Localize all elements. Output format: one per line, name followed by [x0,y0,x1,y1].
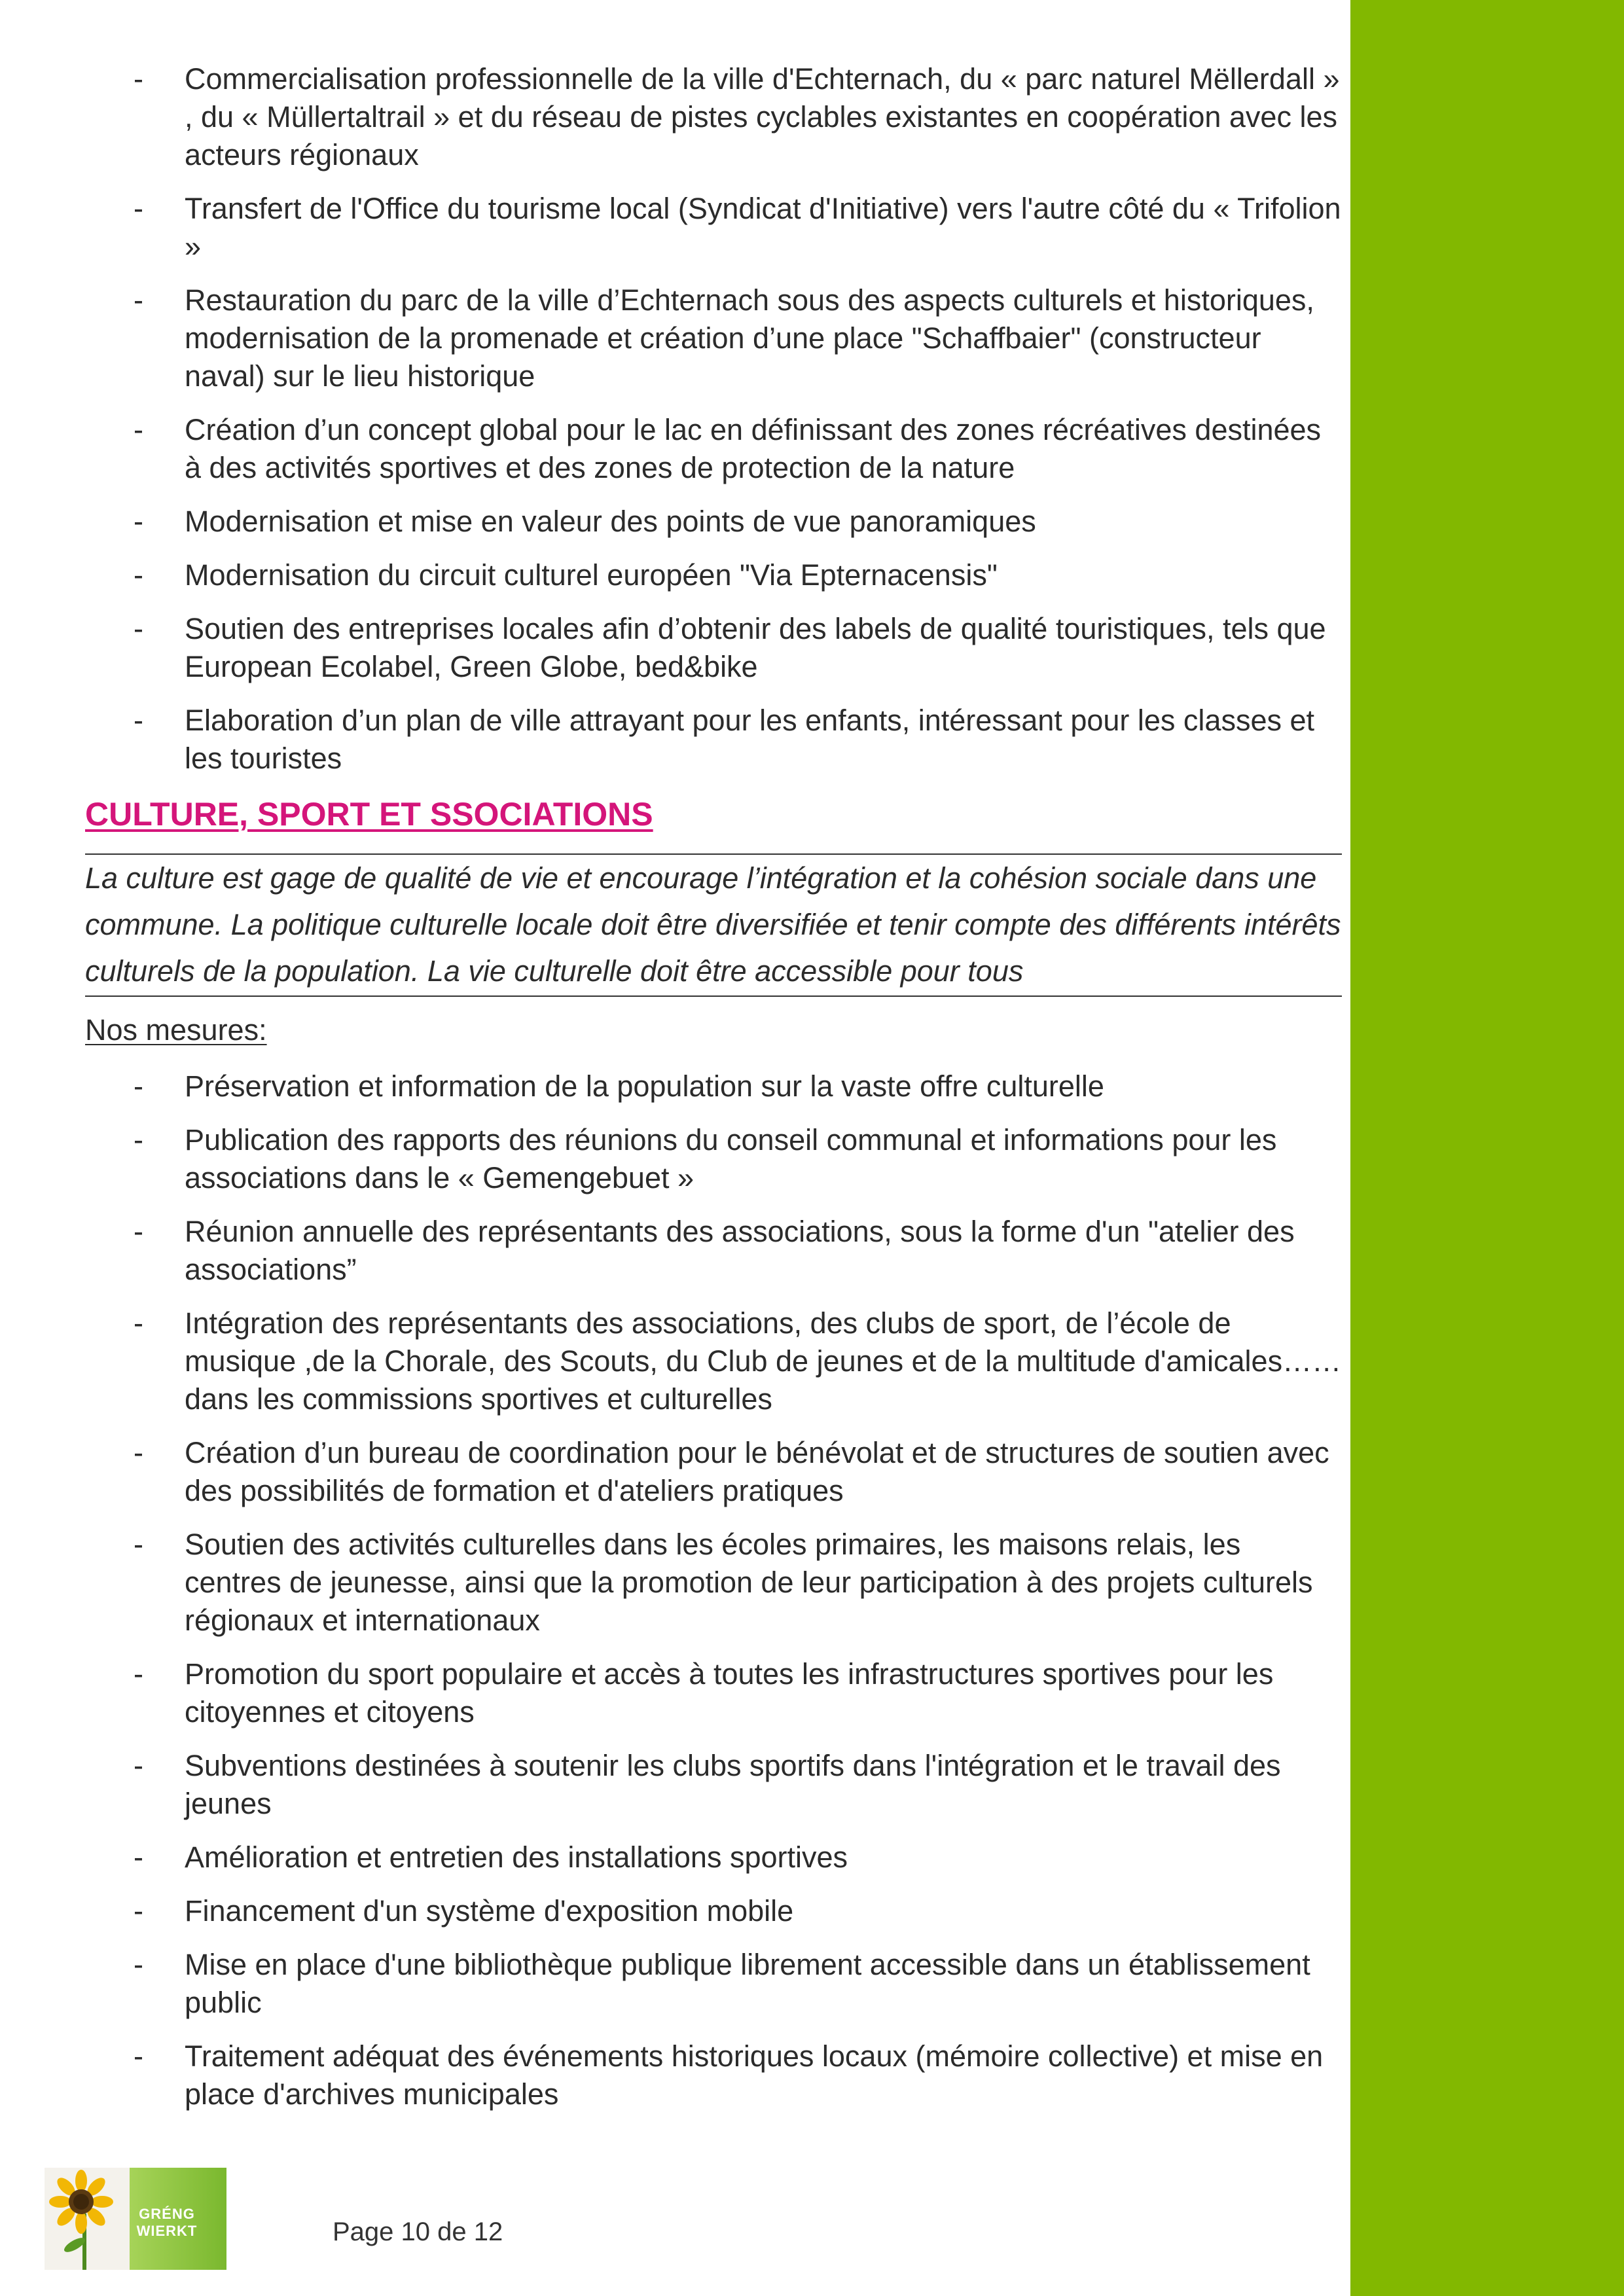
bullet-dash: - [134,1657,143,1691]
tourism-measures-list [85,60,1342,778]
list-item [85,1946,1342,2022]
list-item [85,556,1342,594]
list-item [85,1839,1342,1876]
list-item-text: Création d’un bureau de coordination pour le bénévolat et de structures de soutien avec des possibilités de formation et d'ateliers pratiques [185,1436,1329,1507]
list-item [85,281,1342,395]
bullet-dash: - [134,1749,143,1782]
bullet-dash: - [134,1215,143,1248]
list-item-text: Mise en place d'une bibliothèque publique librement accessible dans un établissement public [185,1948,1310,2019]
list-item-text: Intégration des représentants des associations, des clubs de sport, de l’école de musique ,de la Chorale, des Scouts, du Club de jeunes et de la multitude d'amicales…… dans les commissions sportives et culturelles [185,1306,1342,1416]
greng-logo [45,2168,226,2270]
list-item-text: Traitement adéquat des événements historiques locaux (mémoire collective) et mise en place d'archives municipales [185,2039,1324,2111]
list-item [85,1121,1342,1197]
list-item [85,2037,1342,2113]
page-number: Page 10 de 12 [333,2217,503,2246]
list-item [85,702,1342,778]
bullet-dash: - [134,192,143,225]
list-item [85,1655,1342,1731]
bullet-dash: - [134,558,143,592]
list-item-text: Modernisation et mise en valeur des points de vue panoramiques [185,505,1036,538]
list-item [85,60,1342,174]
list-item [85,503,1342,541]
list-item [85,1434,1342,1510]
bullet-dash: - [134,1436,143,1469]
mesures-label: Nos mesures: [85,1013,267,1047]
list-item-text: Soutien des entreprises locales afin d’obtenir des labels de qualité touristiques, tels que European Ecolabel, Green Globe, bed&bike [185,612,1326,683]
logo-text: GRÉNG WIERKT [136,2206,198,2239]
list-item-text: Réunion annuelle des représentants des associations, sous la forme d'un "atelier des associations” [185,1215,1295,1286]
list-item-text: Amélioration et entretien des installations sportives [185,1840,848,1874]
list-item-text: Soutien des activités culturelles dans les écoles primaires, les maisons relais, les centres de jeunesse, ainsi que la promotion de leur participation à des projets culturels régionaux et internationaux [185,1528,1313,1637]
bullet-dash: - [134,1840,143,1874]
page-content [85,60,1342,2129]
bullet-dash: - [134,283,143,317]
section-intro: La culture est gage de qualité de vie et encourage l’intégration et la cohésion sociale dans une commune. La politique culturelle locale doit être diversifiée et tenir compte des différents intérêts culturels de la population. La vie culturelle doit être accessible pour tous [85,853,1342,997]
bullet-dash: - [134,2039,143,2073]
list-item [85,1892,1342,1930]
list-item [85,1067,1342,1105]
list-item-text: Modernisation du circuit culturel européen "Via Epternacensis" [185,558,998,592]
section-heading: CULTURE, SPORT ET SSOCIATIONS [85,796,653,833]
list-item [85,1304,1342,1418]
list-item-text: Préservation et information de la population sur la vaste offre culturelle [185,1069,1104,1103]
list-item-text: Transfert de l'Office du tourisme local (Syndicat d'Initiative) vers l'autre côté du « Trifolion » [185,192,1341,263]
bullet-dash: - [134,1069,143,1103]
list-item-text: Financement d'un système d'exposition mobile [185,1894,794,1928]
bullet-dash: - [134,1528,143,1561]
list-item-text: Elaboration d’un plan de ville attrayant pour les enfants, intéressant pour les classes et les touristes [185,704,1315,775]
bullet-dash: - [134,1948,143,1981]
green-side-bar [1350,0,1624,2296]
bullet-dash: - [134,704,143,737]
bullet-dash: - [134,505,143,538]
list-item-text: Création d’un concept global pour le lac en définissant des zones récréatives destinées à des activités sportives et des zones de protection de la nature [185,413,1322,484]
list-item-text: Publication des rapports des réunions du conseil communal et informations pour les associations dans le « Gemengebuet » [185,1123,1277,1194]
list-item-text: Promotion du sport populaire et accès à toutes les infrastructures sportives pour les citoyennes et citoyens [185,1657,1274,1729]
bullet-dash: - [134,1306,143,1340]
list-item [85,411,1342,487]
list-item [85,190,1342,266]
bullet-dash: - [134,413,143,446]
list-item-text: Commercialisation professionnelle de la ville d'Echternach, du « parc naturel Mëllerdall » , du « Müllertaltrail » et du réseau de pistes cyclables existantes en coopération avec les acteurs régionaux [185,62,1340,171]
list-item-text: Restauration du parc de la ville d’Echternach sous des aspects culturels et historiques, modernisation de la promenade et création d’une place "Schaffbaier" (constructeur naval) sur le lieu historique [185,283,1314,393]
list-item [85,610,1342,686]
bullet-dash: - [134,62,143,96]
culture-measures-list [85,1067,1342,2113]
bullet-dash: - [134,612,143,645]
list-item-text: Subventions destinées à soutenir les clubs sportifs dans l'intégration et le travail des jeunes [185,1749,1281,1820]
list-item [85,1747,1342,1823]
list-item [85,1526,1342,1640]
bullet-dash: - [134,1123,143,1157]
list-item [85,1213,1342,1289]
bullet-dash: - [134,1894,143,1928]
